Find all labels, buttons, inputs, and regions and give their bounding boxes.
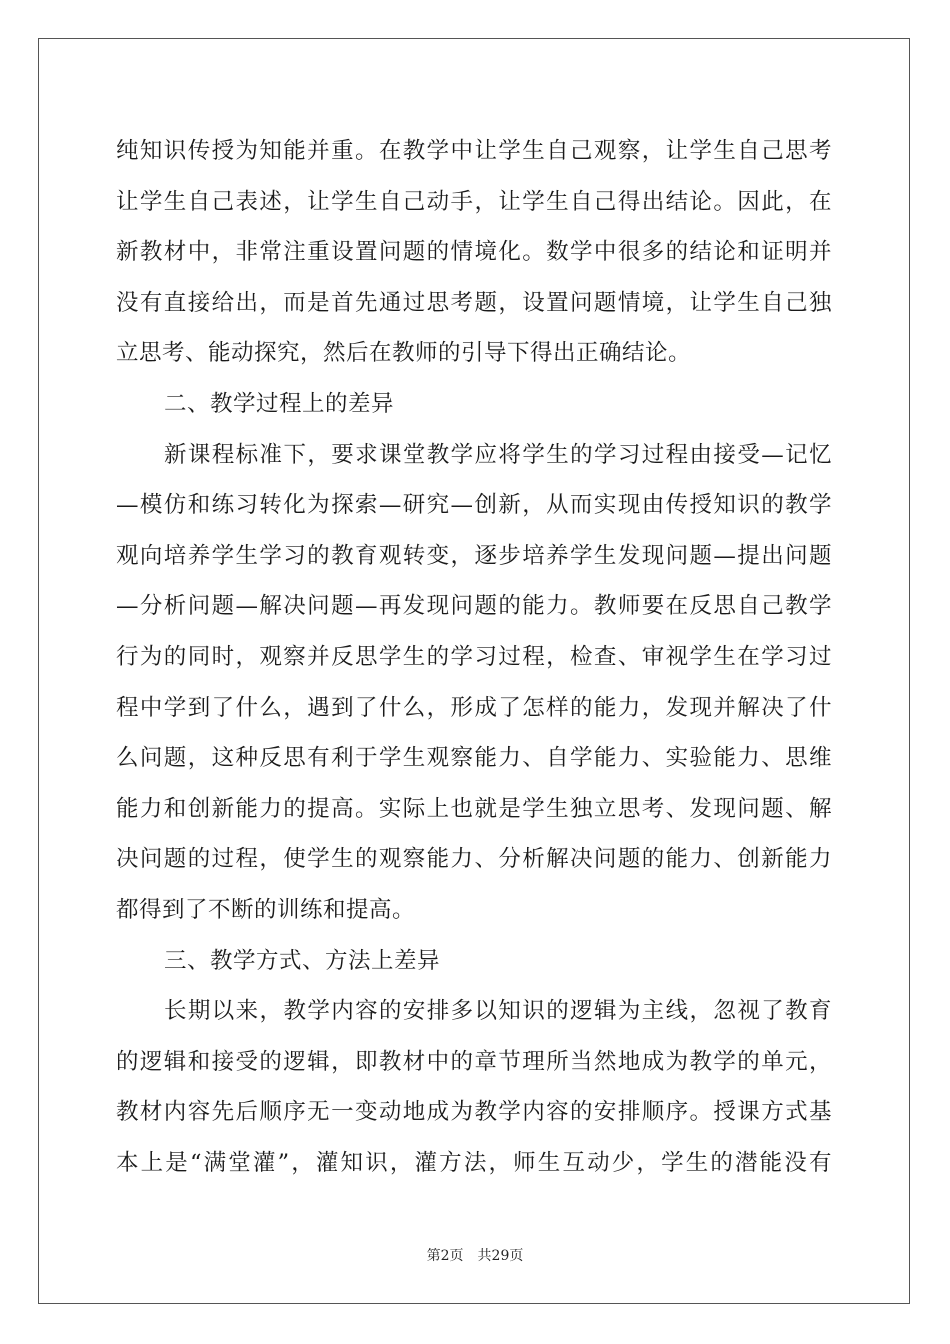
text-line: 程中学到了什么，遇到了什么，形成了怎样的能力，发现并解决了什 <box>116 694 832 721</box>
text-line: 么问题，这种反思有利于学生观察能力、自学能力、实验能力、思维 <box>116 745 832 772</box>
text-line: —分析问题—解决问题—再发现问题的能力。教师要在反思自己教学 <box>116 593 832 620</box>
text-line: 让学生自己表述，让学生自己动手，让学生自己得出结论。因此，在 <box>116 188 832 215</box>
text-line: —模仿和练习转化为探索—研究—创新，从而实现由传授知识的教学 <box>116 492 832 519</box>
text-line: 都得到了不断的训练和提高。 <box>116 896 416 923</box>
text-line: 教材内容先后顺序无一变动地成为教学内容的安排顺序。授课方式基 <box>116 1099 832 1126</box>
text-line: 能力和创新能力的提高。实际上也就是学生独立思考、发现问题、解 <box>116 795 832 822</box>
text-line: 长期以来，教学内容的安排多以知识的逻辑为主线，忽视了教育 <box>164 998 832 1025</box>
text-line: 观向培养学生学习的教育观转变，逐步培养学生发现问题—提出问题 <box>116 542 832 569</box>
document-body <box>116 126 832 1188</box>
text-line: 新课程标准下，要求课堂教学应将学生的学习过程由接受—记忆 <box>164 441 832 468</box>
section-heading: 二、教学过程上的差异 <box>164 390 395 417</box>
section-heading: 三、教学方式、方法上差异 <box>164 947 441 974</box>
page-number: 第2页 <box>426 1248 464 1264</box>
text-line: 立思考、能动探究，然后在教师的引导下得出正确结论。 <box>116 340 692 367</box>
text-line: 没有直接给出，而是首先通过思考题，设置问题情境，让学生自己独 <box>116 289 832 316</box>
text-line: 新教材中，非常注重设置问题的情境化。数学中很多的结论和证明并 <box>116 239 832 266</box>
text-line: 的逻辑和接受的逻辑，即教材中的章节理所当然地成为教学的单元， <box>116 1048 832 1075</box>
text-line: 决问题的过程，使学生的观察能力、分析解决问题的能力、创新能力 <box>116 846 832 873</box>
text-line: 纯知识传授为知能并重。在教学中让学生自己观察，让学生自己思考 <box>116 138 832 164</box>
page-footer <box>0 1245 950 1265</box>
page-total: 共29页 <box>477 1248 524 1264</box>
text-line: 本上是“满堂灌”，灌知识，灌方法，师生互动少，学生的潜能没有 <box>116 1149 832 1176</box>
text-line: 行为的同时，观察并反思学生的学习过程，检查、审视学生在学习过 <box>116 643 832 670</box>
